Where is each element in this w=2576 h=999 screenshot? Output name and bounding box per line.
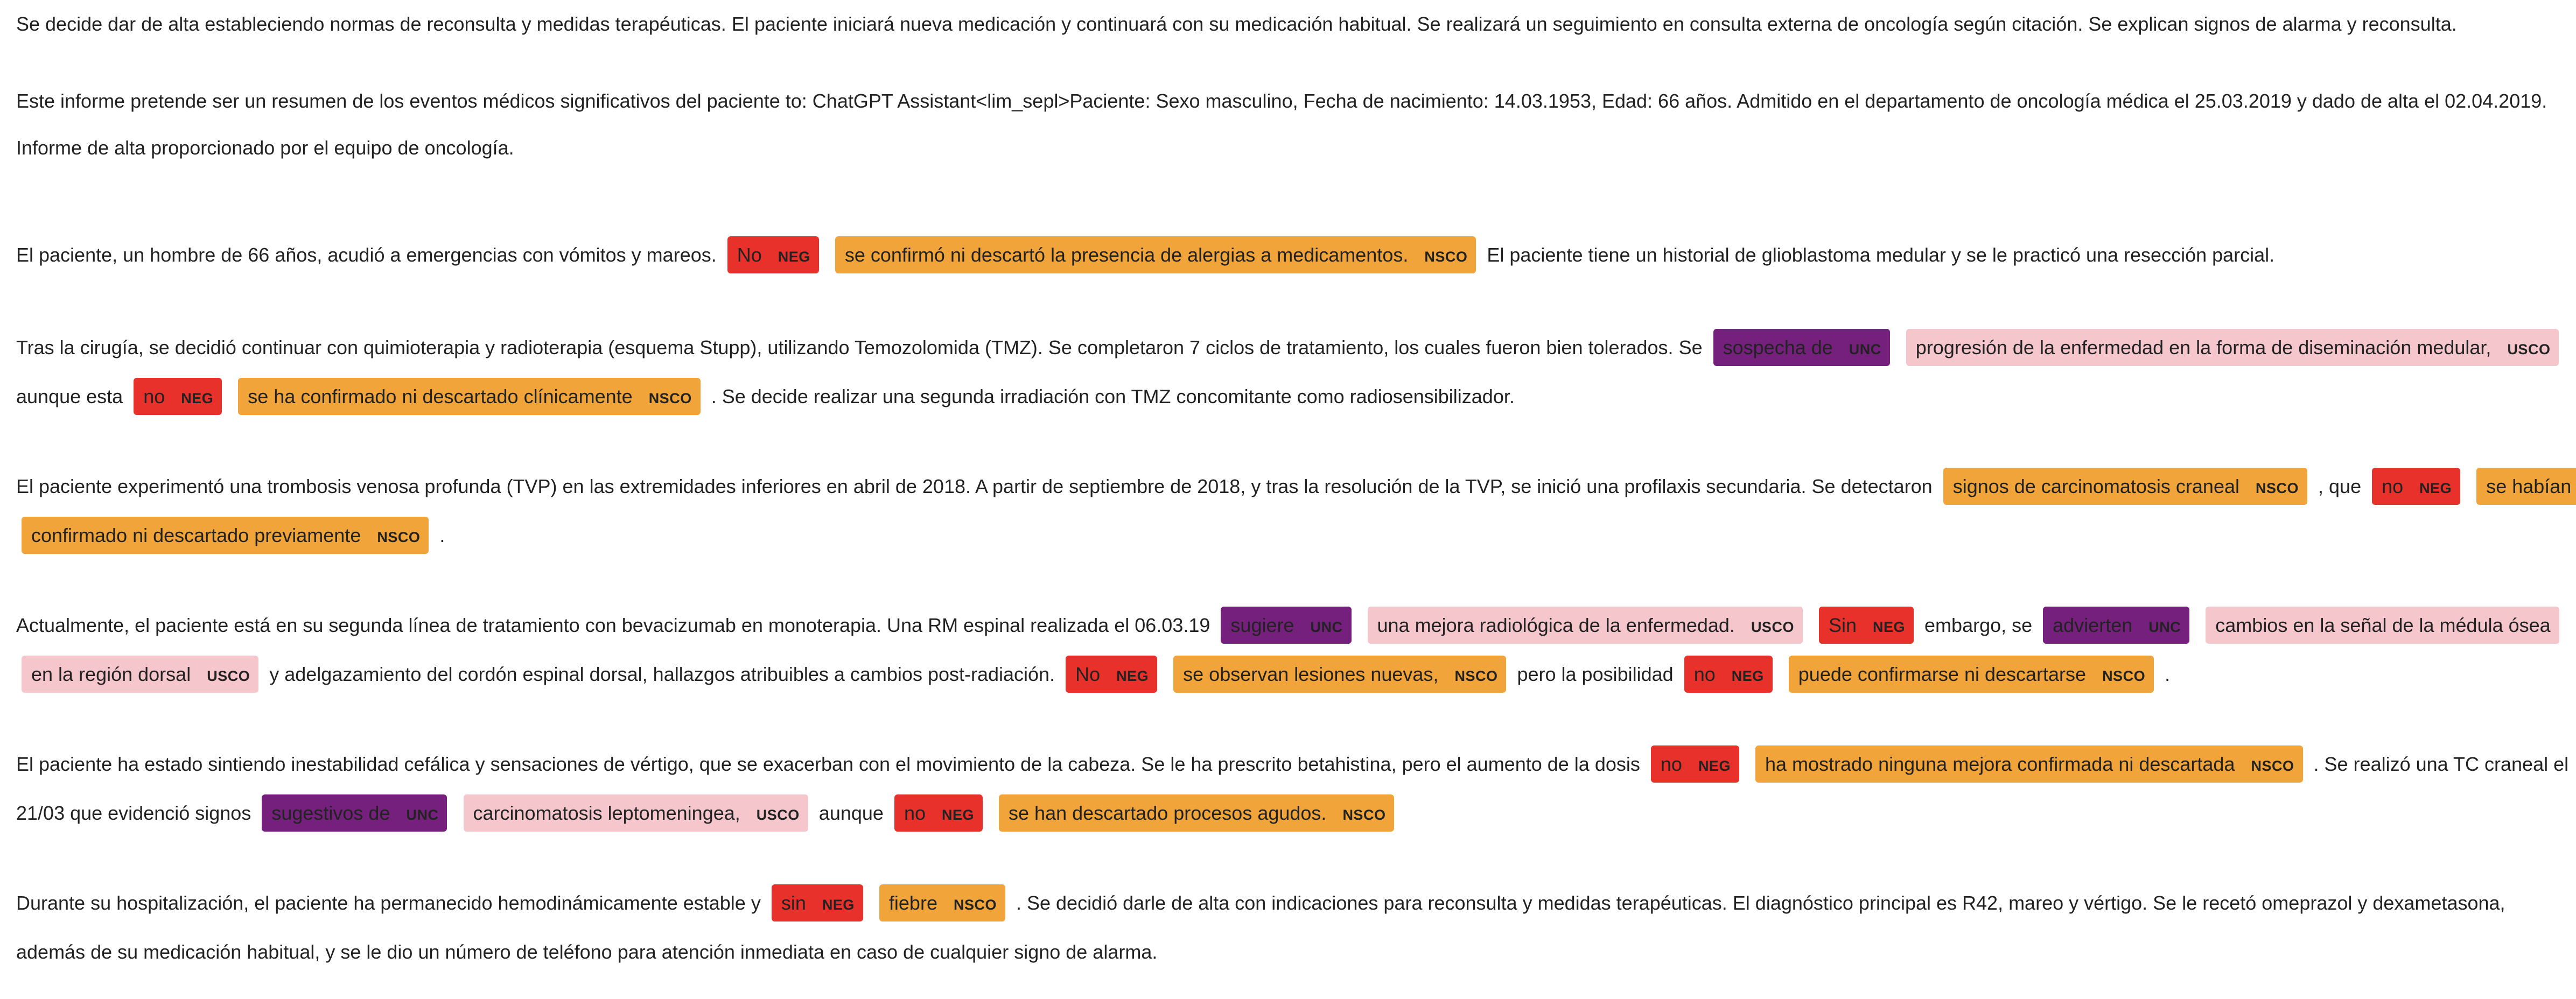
entity-label-badge: NEG [778,249,810,265]
entity-unc [262,794,447,832]
entity-text: no [1660,753,1682,775]
entity-label-badge: NSCO [2255,480,2299,496]
entity-text: sospecha de [1723,336,1833,358]
text-segment: y adelgazamiento del cordón espinal dorsal, hallazgos atribuibles a cambios post-radiación. [269,663,1055,685]
text-segment: El paciente tiene un historial de glioblastoma medular y se le practicó una resección parcial. [1487,244,2275,266]
text-segment: Actualmente, el paciente está en su segunda línea de tratamiento con bevacizumab en monoterapia. Una RM espinal realizada el 06.03.19 [16,614,1210,636]
entity-nsco [879,884,1005,921]
text-segment: . Se decidió darle de alta con indicaciones para reconsulta y medidas terapéuticas. El diagnóstico principal es R42, mareo y vértigo. Se le recetó omeprazol y dexametasona, además de su medicación habitual, y se le dio un número de teléfono para atención inmediata en caso de cualquier signo de alarma. [16,892,2505,963]
entity-label-badge: NEG [1698,758,1731,774]
entity-label-badge: NSCO [377,529,421,545]
entity-nsco [1755,745,2303,783]
entity-usco [1906,329,2559,366]
entity-text: progresión de la enfermedad en la forma de diseminación medular, [1915,336,2491,358]
paragraph-8 [16,880,2574,975]
entity-label-badge: UNC [1849,341,1881,357]
entity-label-badge: NSCO [2102,668,2146,684]
entity-label-badge: NSCO [2251,758,2294,774]
entity-text: Sin [1828,614,1857,636]
entity-label-badge: NEG [2419,480,2452,496]
entity-text: no [904,802,926,824]
text-segment: . [2165,663,2171,685]
text-segment: . Se decide realizar una segunda irradiación con TMZ concomitante como radiosensibilizador. [711,385,1515,407]
entity-text: se habían confirmado ni descartado previamente [31,475,2572,546]
entity-neg [727,236,819,273]
entity-text: fiebre [888,892,937,914]
entity-neg [2372,468,2460,505]
text-segment: Este informe pretende ser un resumen de los eventos médicos significativos del paciente to: ChatGPT Assistant<lim_sepl>Paciente: Sexo masculino, Fecha de nacimiento: 14.03.1953, Edad: 66 años. Admitido en el departamento de oncología médica el 25.03.2019 y dado de alta el 02.04.2019. Informe de alta proporcionado por el equipo de oncología. [16,90,2547,159]
entity-label-badge: USCO [207,668,250,684]
entity-neg [1819,607,1914,644]
entity-text: carcinomatosis leptomeningea, [473,802,740,824]
entity-label-badge: NEG [1731,668,1764,684]
paragraph-2 [16,78,2574,171]
entity-nsco [1789,656,2154,693]
entity-label-badge: USCO [756,807,800,823]
entity-nsco [1943,468,2307,505]
entity-text: signos de carcinomatosis craneal [1952,475,2239,497]
entity-text: No [1075,663,1101,685]
entity-text: cambios en la señal de la médula ósea en la región dorsal [31,614,2551,685]
entity-unc [1221,607,1351,644]
entity-text: sugestivos de [271,802,390,824]
entity-label-badge: USCO [1751,619,1794,635]
entity-neg [1651,745,1739,783]
entity-text: no [143,385,165,407]
entity-neg [134,378,222,415]
text-segment: . Se realizó una TC craneal el 21/03 que evidenció signos [16,753,2569,824]
entity-nsco [999,794,1394,832]
entity-usco [464,794,808,832]
paragraph-5 [16,463,2574,561]
entity-unc [1713,329,1890,366]
text-segment: , que [2318,475,2362,497]
entity-text: no [1693,663,1716,685]
text-segment: . [439,524,445,546]
entity-neg [894,794,983,832]
paragraph-3 [16,231,2574,280]
entity-nsco [1173,656,1506,693]
entity-text: No [737,244,762,266]
entity-text: se han descartado procesos agudos. [1009,802,1327,824]
entity-nsco [835,236,1476,273]
entity-text: se ha confirmado ni descartado clínicamente [248,385,633,407]
text-segment: El paciente ha estado sintiendo inestabilidad cefálica y sensaciones de vértigo, que se exacerban con el movimiento de la cabeza. Se le ha prescrito betahistina, pero el aumento de la dosis [16,753,1640,775]
paragraph-7 [16,741,2574,839]
text-segment: aunque esta [16,385,123,407]
entity-label-badge: USCO [2507,341,2551,357]
entity-text: sugiere [1230,614,1294,636]
entity-text: no [2382,475,2404,497]
text-segment: El paciente, un hombre de 66 años, acudió a emergencias con vómitos y mareos. [16,244,717,266]
entity-text: advierten [2053,614,2133,636]
entity-label-badge: NEG [1116,668,1149,684]
entity-label-badge: NEG [181,390,214,406]
entity-label-badge: UNC [2148,619,2181,635]
paragraph-4 [16,324,2574,422]
entity-text: se observan lesiones nuevas, [1183,663,1439,685]
paragraph-6 [16,602,2574,700]
text-segment: pero la posibilidad [1517,663,1674,685]
entity-label-badge: NSCO [953,897,997,913]
entity-neg [772,884,863,921]
entity-text: se confirmó ni descartó la presencia de alergias a medicamentos. [844,244,1409,266]
text-segment: Se decide dar de alta estableciendo normas de reconsulta y medidas terapéuticas. El paciente iniciará nueva medicación y continuará con su medicación habitual. Se realizará un seguimiento en consulta externa de oncología según citación. Se explican signos de alarma y reconsulta. [16,13,2457,35]
entity-label-badge: NSCO [1342,807,1386,823]
entity-label-badge: NEG [822,897,855,913]
entity-neg [1066,656,1157,693]
text-segment: embargo, se [1924,614,2033,636]
entity-label-badge: NEG [942,807,975,823]
entity-text: una mejora radiológica de la enfermedad. [1377,614,1735,636]
entity-neg [1684,656,1773,693]
paragraph-1 [16,1,2574,47]
text-segment: Tras la cirugía, se decidió continuar con quimioterapia y radioterapia (esquema Stupp), utilizando Temozolomida (TMZ). Se completaron 7 ciclos de tratamiento, los cuales fueron bien tolerados. Se [16,336,1703,358]
entity-text: ha mostrado ninguna mejora confirmada ni descartada [1765,753,2235,775]
entity-label-badge: NEG [1873,619,1906,635]
entity-label-badge: NSCO [648,390,692,406]
entity-usco [1368,607,1803,644]
entity-label-badge: NSCO [1454,668,1498,684]
entity-text: puede confirmarse ni descartarse [1798,663,2087,685]
text-segment: Durante su hospitalización, el paciente ha permanecido hemodinámicamente estable y [16,892,761,914]
entity-text: sin [781,892,806,914]
entity-label-badge: UNC [406,807,439,823]
entity-nsco [238,378,700,415]
text-segment: aunque [818,802,884,824]
entity-label-badge: NSCO [1424,249,1468,265]
entity-unc [2043,607,2189,644]
entity-label-badge: UNC [1310,619,1343,635]
text-segment: El paciente experimentó una trombosis venosa profunda (TVP) en las extremidades inferiores en abril de 2018. A partir de septiembre de 2018, y tras la resolución de la TVP, se inició una profilaxis secundaria. Se detectaron [16,475,1933,497]
